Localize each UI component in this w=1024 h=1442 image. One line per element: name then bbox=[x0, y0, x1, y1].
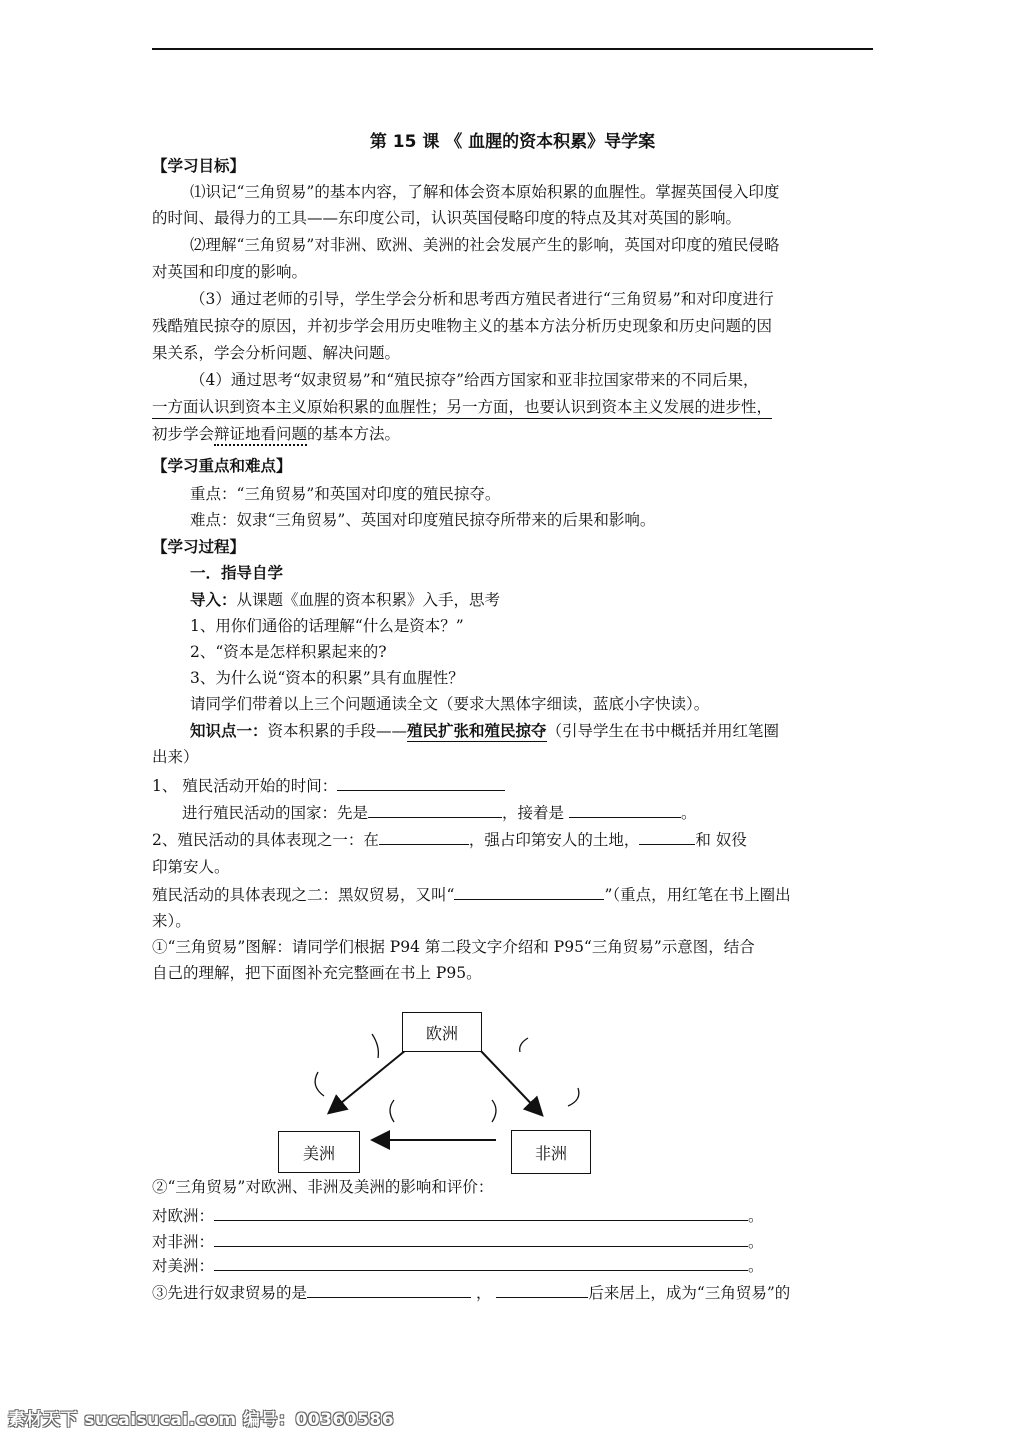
fill-performance-2-cont: 来）。 bbox=[152, 912, 191, 930]
key-difficulty: 难点：奴隶“三角贸易”、英国对印度殖民掠夺所带来的后果和影响。 bbox=[190, 511, 656, 529]
objective-4-text-a: 初步学会 bbox=[152, 425, 215, 443]
blank-first-trader[interactable] bbox=[307, 1283, 471, 1298]
bracket-right-top bbox=[520, 1038, 528, 1052]
objective-2-line-2: 对英国和印度的影响。 bbox=[152, 263, 308, 281]
arrow-europe-to-africa bbox=[480, 1050, 541, 1114]
order-label: ③先进行奴隶贸易的是 bbox=[152, 1284, 308, 1302]
question-1: 1、用你们通俗的话理解“什么是资本？” bbox=[190, 617, 464, 635]
objective-4-text-c: 的基本方法。 bbox=[307, 425, 401, 443]
objective-3-line-1: （3）通过老师的引导，学生学会分析和思考西方殖民者进行“三角贸易”和对印度进行 bbox=[190, 290, 774, 308]
section-process: 【学习过程】 bbox=[152, 538, 246, 556]
fill-3-b: ”（重点，用红笔在书上圈出 bbox=[604, 886, 791, 904]
triangle-task-line-2: 自己的理解，把下面图补充完整画在书上 P95。 bbox=[152, 964, 482, 982]
bracket-left-top bbox=[372, 1034, 378, 1058]
process-heading: 一．指导自学 bbox=[190, 564, 284, 582]
objective-4-line-2: 一方面认识到资本主义原始积累的血腥性；另一方面，也要认识到资本主义发展的进步性， bbox=[152, 397, 772, 419]
bracket-center-right bbox=[492, 1100, 496, 1122]
kp-label: 知识点一： bbox=[190, 722, 268, 740]
watermark-footer: 素材天下 sucaisucai.com 编号：00360586 bbox=[8, 1410, 395, 1430]
fill-1b-b: ，接着是 bbox=[502, 804, 565, 822]
box-europe: 欧洲 bbox=[402, 1012, 482, 1052]
section-objectives: 【学习目标】 bbox=[152, 157, 246, 175]
fill-1-label: 1、 殖民活动开始的时间： bbox=[152, 777, 338, 795]
impact-africa-label: 对非洲： bbox=[152, 1233, 215, 1251]
question-3: 3、为什么说“资本的积累”具有血腥性？ bbox=[190, 669, 464, 687]
impact-task: ②“三角贸易”对欧洲、非洲及美洲的影响和评价： bbox=[152, 1178, 494, 1196]
fill-2-a: 2、殖民活动的具体表现之一：在 bbox=[152, 831, 379, 849]
page-title: 第 15 课 《 血腥的资本积累》导学案 bbox=[369, 132, 656, 152]
blank-impact-europe[interactable] bbox=[214, 1206, 748, 1221]
fill-3-a: 殖民活动的具体表现之二：黑奴贸易，又叫“ bbox=[152, 886, 455, 904]
fill-1b-a: 进行殖民活动的国家：先是 bbox=[182, 804, 369, 822]
fill-2-b: ，强占印第安人的土地， bbox=[468, 831, 640, 849]
intro-label: 导入： bbox=[190, 591, 237, 609]
blank-impact-america[interactable] bbox=[214, 1256, 748, 1271]
kp-tail-2: 出来） bbox=[152, 748, 199, 766]
order-comma: ， bbox=[475, 1284, 492, 1302]
bracket-center-left bbox=[390, 1100, 394, 1122]
objective-1-line-2: 的时间、最得力的工具——东印度公司，认识英国侵略印度的特点及其对英国的影响。 bbox=[152, 209, 742, 227]
impact-america bbox=[152, 1256, 764, 1276]
question-2: 2、“资本是怎样积累起来的? bbox=[190, 643, 387, 661]
blank-impact-africa[interactable] bbox=[214, 1232, 748, 1247]
impact-africa bbox=[152, 1232, 764, 1252]
box-america: 美洲 bbox=[278, 1131, 360, 1173]
impact-america-end: 。 bbox=[748, 1257, 764, 1275]
objective-3-line-3: 果关系，学会分析问题、解决问题。 bbox=[152, 344, 401, 362]
bracket-right-bottom bbox=[568, 1088, 579, 1106]
objective-4-emphasis: 辩证地看问题 bbox=[214, 425, 307, 446]
kp-text: 资本积累的手段—— bbox=[267, 722, 408, 740]
impact-america-label: 对美洲： bbox=[152, 1257, 215, 1275]
impact-europe-end: 。 bbox=[748, 1207, 764, 1225]
section-key-points: 【学习重点和难点】 bbox=[152, 457, 292, 475]
slave-trade-order bbox=[152, 1283, 790, 1303]
impact-africa-end: 。 bbox=[748, 1233, 764, 1251]
blank-later-trader[interactable] bbox=[496, 1283, 588, 1298]
objective-4-line-1: （4）通过思考“奴隶贸易”和“殖民掠夺”给西方国家和亚非拉国家带来的不同后果， bbox=[190, 371, 759, 389]
objective-1-line-1: ⑴识记“三角贸易”的基本内容，了解和体会资本原始积累的血腥性。掌握英国侵入印度 bbox=[190, 183, 780, 201]
intro-text: 从课题《血腥的资本积累》入手，思考 bbox=[236, 591, 501, 609]
objective-2-line-1: ⑵理解“三角贸易”对非洲、欧洲、美洲的社会发展产生的影响，英国对印度的殖民侵略 bbox=[190, 236, 780, 254]
fill-1b-c: 。 bbox=[680, 804, 697, 822]
key-focus: 重点：“三角贸易”和英国对印度的殖民掠夺。 bbox=[190, 485, 501, 503]
fill-performance-1-cont: 印第安人。 bbox=[152, 858, 230, 876]
arrow-europe-to-america bbox=[330, 1050, 406, 1112]
box-africa: 非洲 bbox=[511, 1130, 591, 1174]
kp-tail: （引导学生在书中概括并用红笔圈 bbox=[546, 722, 780, 740]
kp-emphasis: 殖民扩张和殖民掠夺 bbox=[407, 722, 547, 740]
fill-2-c: 和 奴役 bbox=[695, 831, 747, 849]
triangle-task-line-1: ①“三角贸易”图解：请同学们根据 P94 第二段文字介绍和 P95“三角贸易”示意图，结合 bbox=[152, 938, 755, 956]
impact-europe-label: 对欧洲： bbox=[152, 1207, 215, 1225]
reading-instruction: 请同学们带着以上三个问题通读全文（要求大黑体字细读，蓝底小字快读）。 bbox=[190, 695, 710, 713]
bracket-left-bottom bbox=[315, 1072, 324, 1096]
impact-europe bbox=[152, 1206, 764, 1226]
order-tail: 后来居上，成为“三角贸易”的 bbox=[588, 1284, 791, 1302]
objective-3-line-2: 残酷殖民掠夺的原因，并初步学会用历史唯物主义的基本方法分析历史现象和历史问题的因 bbox=[152, 317, 773, 335]
